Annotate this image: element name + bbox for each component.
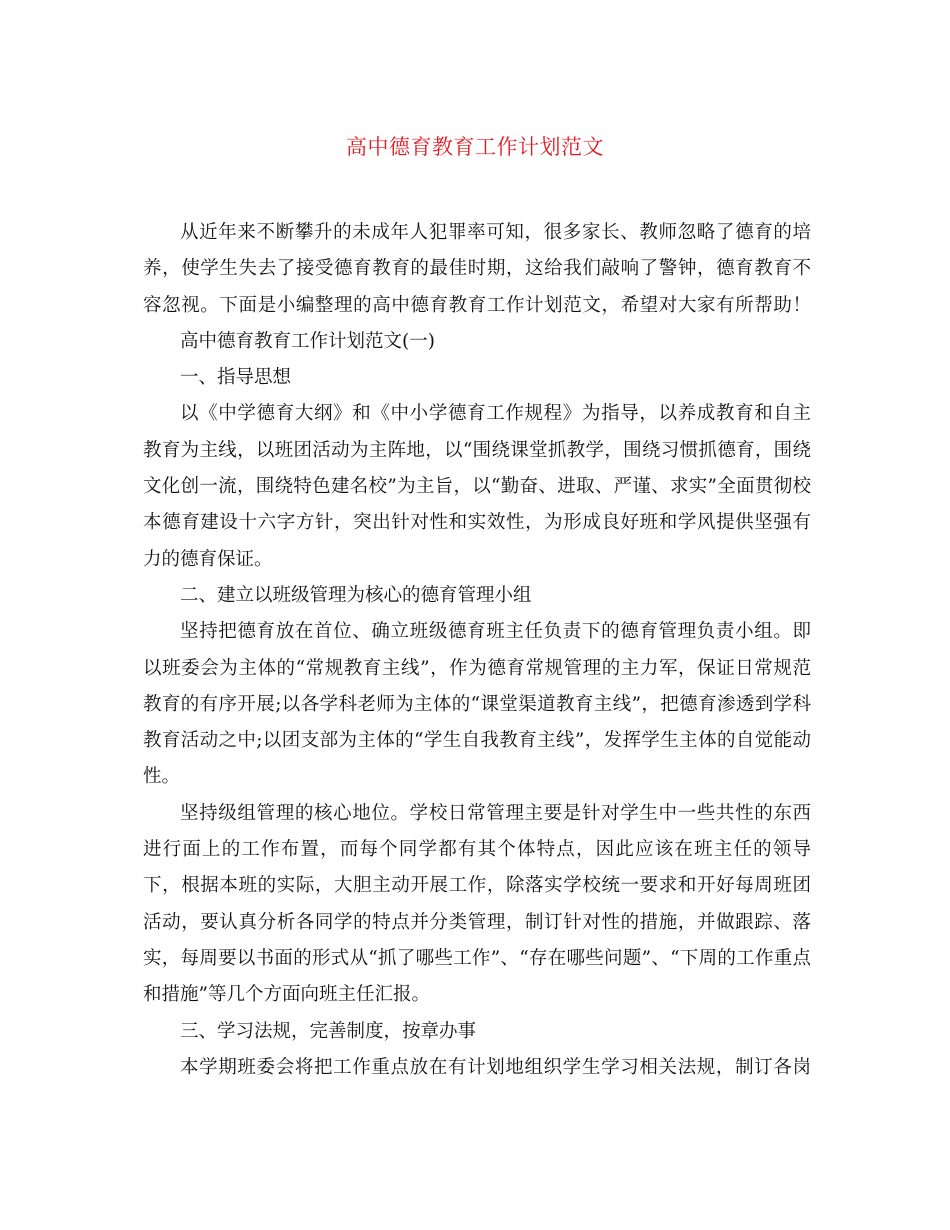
paragraph-regulations <box>143 1050 811 1086</box>
document-title: 高中德育教育工作计划范文 <box>346 135 604 159</box>
text-line: 教育的有序开展;以各学科老师为主体的“课堂渠道教育主线”，把德育渗透到学科 <box>143 693 811 715</box>
paragraph-guiding-thought <box>143 396 811 577</box>
text-line: 本德育建设十六字方针，突出针对性和实效性，为形成良好班和学风提供坚强有 <box>143 512 811 534</box>
text-line: 文化创一流，围绕特色建名校”为主旨，以“勤奋、进取、严谨、求实”全面贯彻校 <box>143 476 811 498</box>
text-line: 教育活动之中;以团支部为主体的“学生自我教育主线”，发挥学生主体的自觉能动 <box>143 730 811 752</box>
text-line: 高中德育教育工作计划范文(一) <box>180 330 435 352</box>
subtitle-part-one <box>143 324 811 360</box>
text-line: 从近年来不断攀升的未成年人犯罪率可知，很多家长、教师忽略了德育的培 <box>180 222 811 243</box>
text-line: 养，使学生失去了接受德育教育的最佳时期，这给我们敲响了警钟，德育教育不 <box>143 258 811 280</box>
text-line: 进行面上的工作布置，而每个同学都有其个体特点，因此应该在班主任的领导 <box>143 839 811 861</box>
section-heading-3 <box>143 1014 811 1050</box>
text-line: 以《中学德育大纲》和《中小学德育工作规程》为指导，以养成教育和自主 <box>180 403 811 425</box>
text-line: 容忽视。下面是小编整理的高中德育教育工作计划范文，希望对大家有所帮助！ <box>143 294 811 316</box>
text-line: 本学期班委会将把工作重点放在有计划地组织学生学习相关法规，制订各岗 <box>180 1056 811 1078</box>
paragraph-intro <box>143 215 811 324</box>
text-line: 性。 <box>143 766 181 788</box>
text-line: 实，每周要以书面的形式从“抓了哪些工作”、“存在哪些问题”、“下周的工作重点 <box>143 947 811 969</box>
section-heading-1 <box>143 360 811 396</box>
section-heading-2 <box>143 578 811 614</box>
document-body <box>143 215 811 1086</box>
paragraph-grade-management <box>143 796 811 1014</box>
text-line: 和措施”等几个方面向班主任汇报。 <box>143 984 430 1006</box>
text-line: 活动，要认真分析各同学的特点并分类管理，制订针对性的措施，并做跟踪、落 <box>143 911 811 933</box>
text-line: 三、学习法规，完善制度，按章办事 <box>180 1020 477 1042</box>
text-line: 下，根据本班的实际，大胆主动开展工作，除落实学校统一要求和开好每周班团 <box>143 875 811 897</box>
text-line: 坚持把德育放在首位、确立班级德育班主任负责下的德育管理负责小组。即 <box>180 621 811 643</box>
text-line: 以班委会为主体的“常规教育主线”，作为德育常规管理的主力军，保证日常规范 <box>143 657 811 679</box>
text-line: 二、建立以班级管理为核心的德育管理小组 <box>180 584 532 606</box>
paragraph-management-group <box>143 614 811 795</box>
text-line: 教育为主线，以班团活动为主阵地，以“围绕课堂抓教学，围绕习惯抓德育，围绕 <box>143 439 811 461</box>
text-line: 一、指导思想 <box>180 367 292 389</box>
text-line: 坚持级组管理的核心地位。学校日常管理主要是针对学生中一些共性的东西 <box>180 802 811 824</box>
text-line: 力的德育保证。 <box>143 548 273 570</box>
